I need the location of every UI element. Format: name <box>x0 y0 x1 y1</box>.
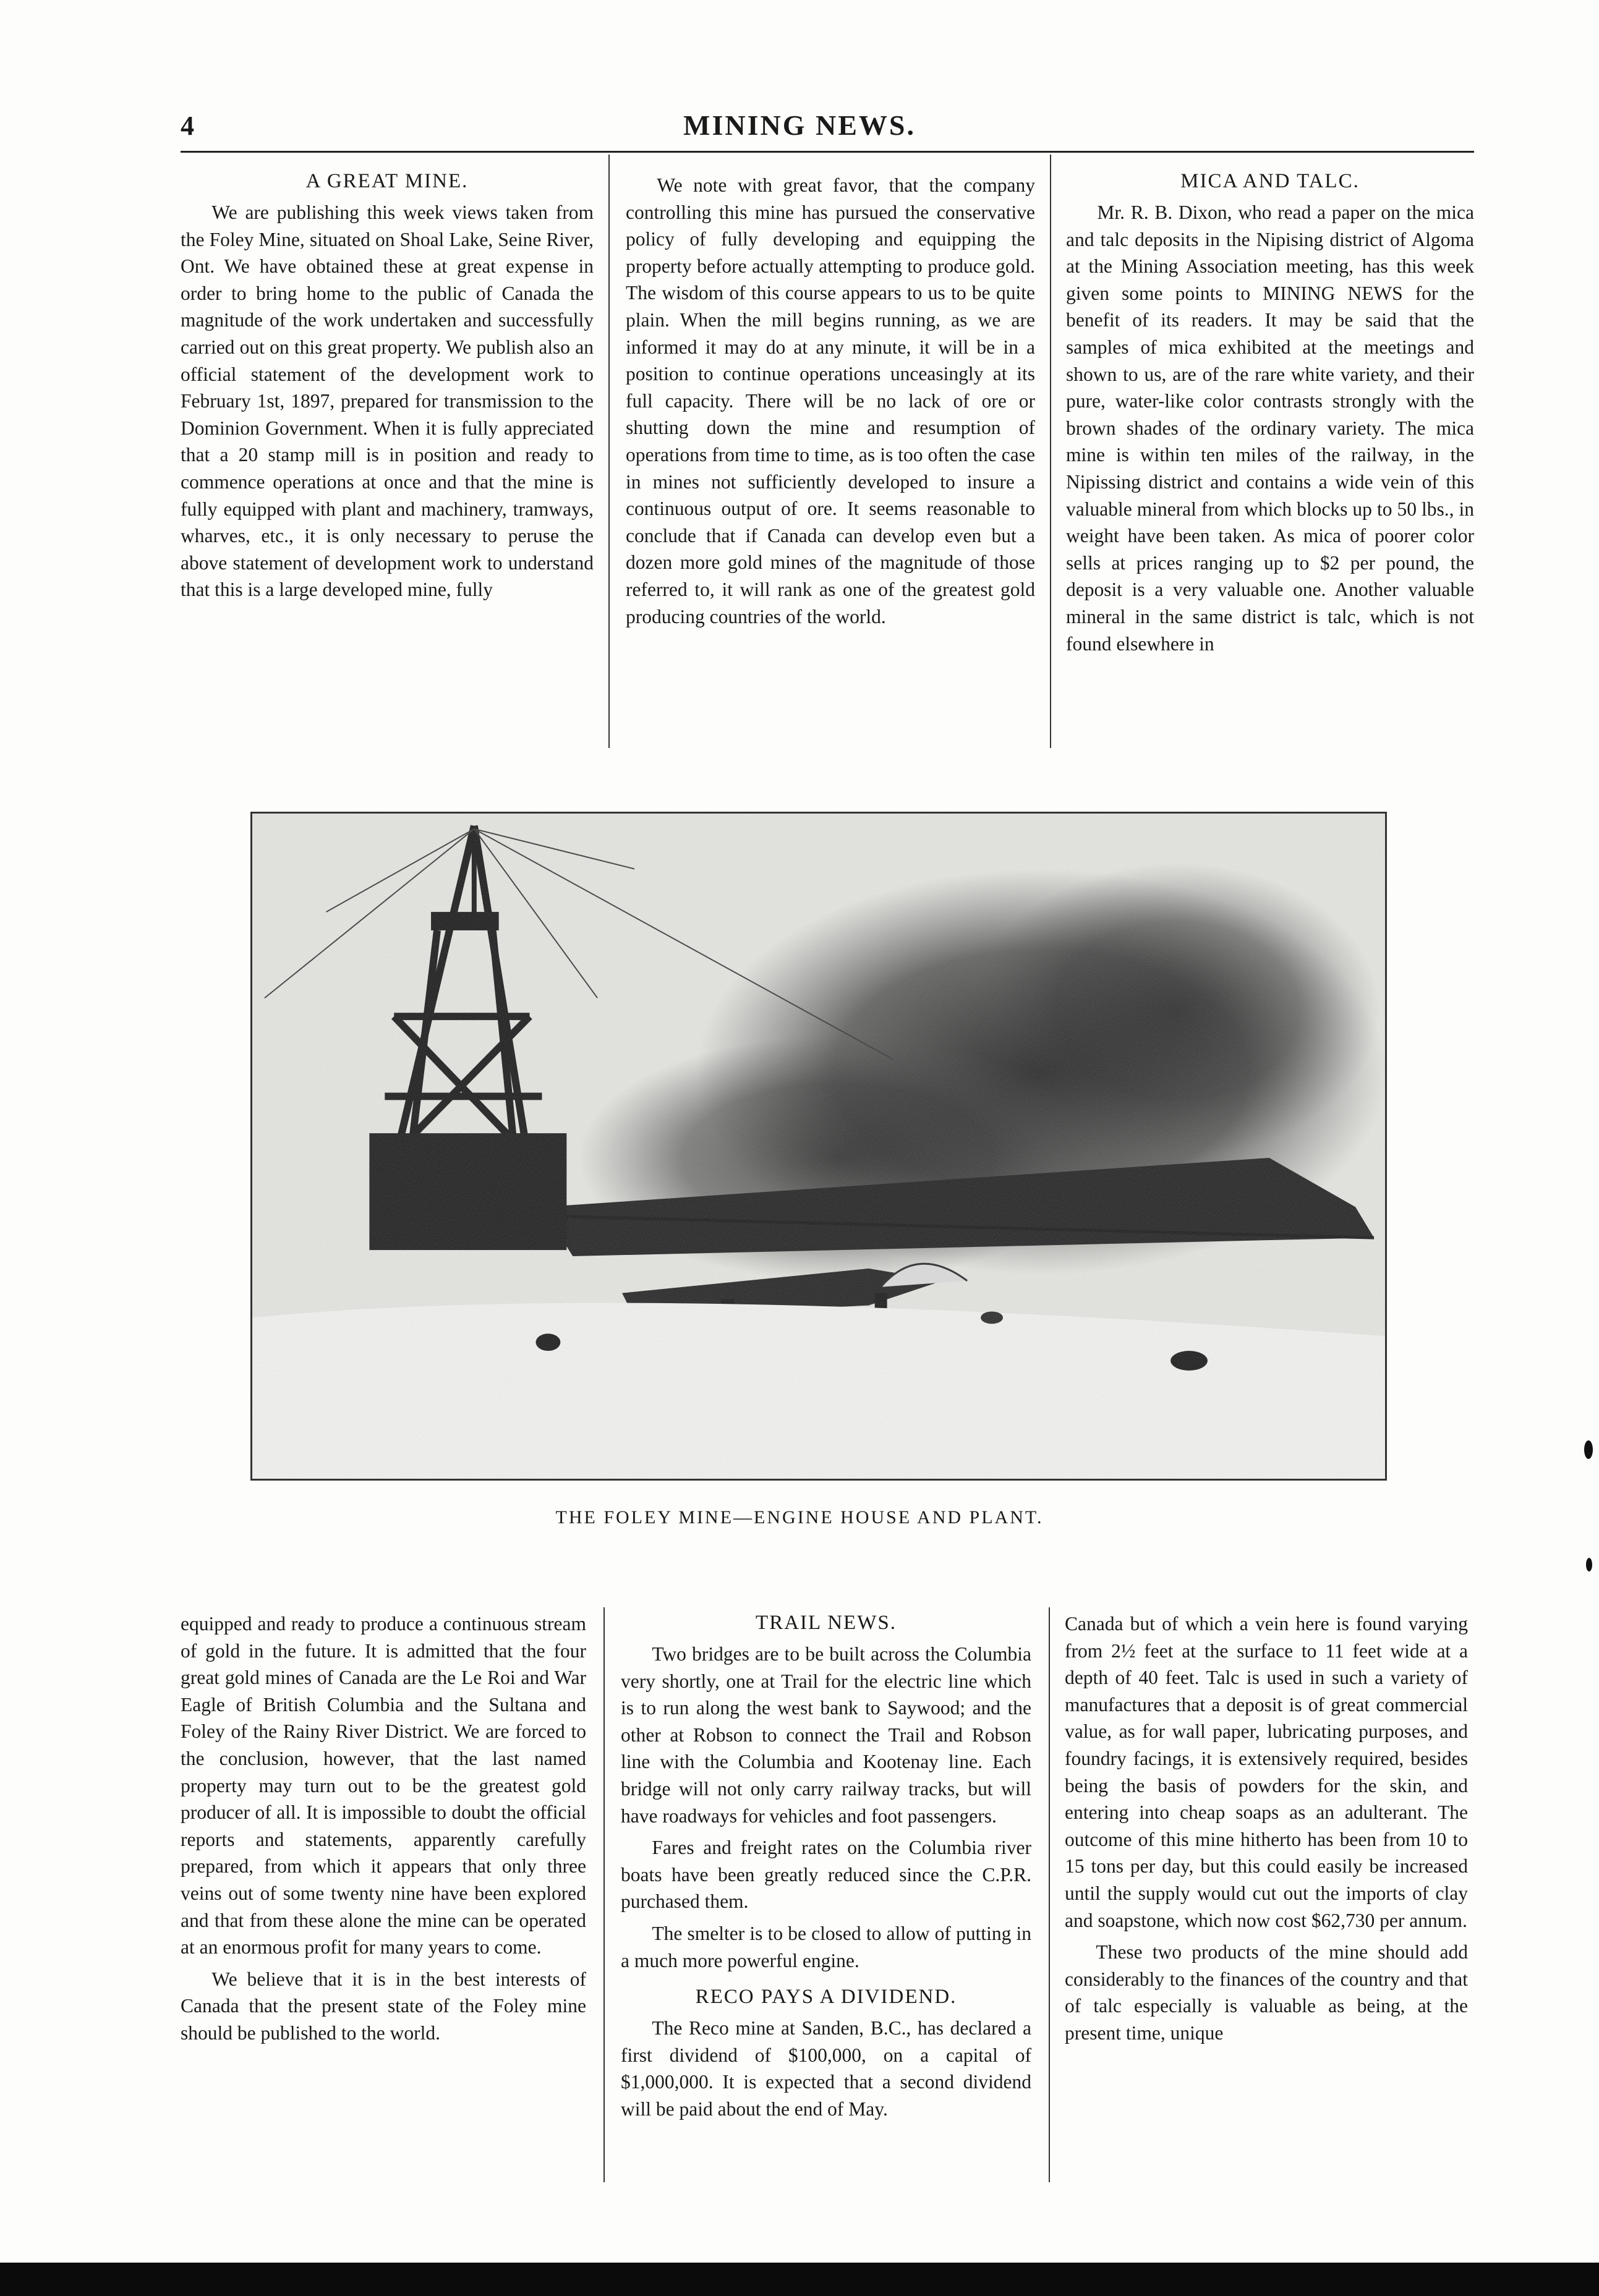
article-mica-and-talc-continued <box>1065 1610 1468 2047</box>
article-paragraph: Canada but of which a vein here is found varying from 2½ feet at the surface to 11 feet wide at a depth of 40 feet. Talc is used in such a variety of manufactures that a deposit is of great commercial value, as for wall paper, lubricating purposes, and foundry facings, it is extensively required, besides being the basis of powders for the skin, and entering into cheap soaps as an adulterant. The outcome of this mine hitherto has been from 10 to 15 tons per day, but this could easily be increased until the supply would cut out the imports of clay and soapstone, which now cost $62,730 per annum. <box>1065 1613 1468 1931</box>
article-paragraph: Mr. R. B. Dixon, who read a paper on the mica and talc deposits in the Nipising district of Algoma at the Mining Association meeting, has this week given some points to MINING NEWS for the benefit of its readers. It may be said that the samples of mica exhibited at the meetings and shown to us, are of the rare white variety, and their pure, water-like color contrasts strongly with the brown shades of the ordinary variety. The mica mine is within ten miles of the railway, in the Nipissing district and contains a wide vein of this valuable mineral from which blocks up to 50 lbs., in weight have been taken. As mica of poorer color sells at prices ranging up to $2 per pound, the deposit is a very valuable one. Another valuable mineral in the same district is talc, which is not found elsewhere in <box>1066 202 1474 655</box>
article-title-reco: RECO PAYS A DIVIDEND. <box>695 1986 957 2009</box>
article-paragraph: Fares and freight rates on the Columbia river boats have been greatly reduced since the C.P.R. purchased them. <box>621 1837 1031 1913</box>
article-paragraph: The smelter is to be closed to allow of putting in a much more powerful engine. <box>621 1922 1031 1971</box>
photo-caption: THE FOLEY MINE—ENGINE HOUSE AND PLANT. <box>555 1507 1044 1528</box>
page-edge-mark <box>1584 1440 1593 1459</box>
article-title: MICA AND TALC. <box>1180 170 1360 192</box>
article-great-mine-continued <box>626 172 1035 630</box>
article-mica-and-talc <box>1066 167 1474 657</box>
article-paragraph: These two products of the mine should add considerably to the finances of the country and that of talc especially is valuable as being, at the present time, unique <box>1065 1941 1468 2044</box>
column-rule <box>1049 1607 1050 2182</box>
column-rule <box>608 155 610 748</box>
foley-mine-photograph <box>250 812 1387 1481</box>
article-title: A GREAT MINE. <box>305 170 469 192</box>
header-rule <box>181 151 1474 153</box>
article-paragraph: We believe that it is in the best interests of Canada that the present state of the Foley mine should be published to the world. <box>181 1968 586 2044</box>
article-paragraph: We are publishing this week views taken from the Foley Mine, situated on Shoal Lake, Seine River, Ont. We have obtained these at great expense in order to bring home to the public of Canada the magnitude of the work undertaken and successfully carried out on this great property. We publish also an official statement of the development work to February 1st, 1897, prepared for transmission to the Dominion Government. When it is fully appreciated that a 20 stamp mill is in position and ready to commence operations at once and that the mine is fully equipped with plant and machinery, tramways, wharves, etc., it is only necessary to peruse the above statement of development work to understand that this is a large developed mine, fully <box>181 202 594 601</box>
article-paragraph: We note with great favor, that the company controlling this mine has pursued the conservative policy of fully developing and equipping the property before actually attempting to produce gold. The wisdom of this course appears to us to be quite plain. When the mill begins running, as we are informed it may do at any minute, it will be in a position to continue operations unceasingly at its full capacity. There will be no lack of ore or shutting down the mine and resumption of operations from time to time, as is too often the case in mines not sufficiently developed to insure a continuous output of ore. It seems reasonable to conclude that if Canada can develop even but a dozen more gold mines of the magnitude of those referred to, it will rank as one of the greatest gold producing countries of the world. <box>626 174 1035 627</box>
page-edge-mark <box>1586 1558 1592 1571</box>
article-paragraph: equipped and ready to produce a continuous stream of gold in the future. It is admitted that the four great gold mines of Canada are the Le Roi and War Eagle of British Columbia and the Sultana and Foley of the Rainy River District. We are forced to the conclusion, however, that the last named property may turn out to be the greatest gold producer of all. It is impossible to doubt the official reports and statements, apparently carefully prepared, from which it appears that only three veins out of some twenty nine have been explored and that from these alone the mine can be operated at an enormous profit for many years to come. <box>181 1613 586 1958</box>
article-title: TRAIL NEWS. <box>756 1612 897 1634</box>
article-paragraph: The Reco mine at Sanden, B.C., has declared a first dividend of $100,000, on a capital of $1,000,000. It is expected that a second dividend will be paid about the end of May. <box>621 2017 1031 2120</box>
article-great-mine <box>181 167 594 603</box>
page-number: 4 <box>181 111 194 141</box>
photo-illustration <box>252 814 1385 1479</box>
article-trail-news <box>621 1609 1031 2123</box>
article-paragraph: Two bridges are to be built across the Columbia very shortly, one at Trail for the electric line which is to run along the west bank to Saywood; and the other at Robson to connect the Trail and Robson line with the Columbia and Kootenay line. Each bridge will not only carry railway tracks, but will have roadways for vehicles and foot passengers. <box>621 1643 1031 1827</box>
column-rule <box>603 1607 605 2182</box>
column-rule <box>1050 155 1051 748</box>
article-great-mine-conclusion <box>181 1610 586 2047</box>
scan-edge-band <box>0 2263 1599 2296</box>
masthead: MINING NEWS. <box>683 109 916 141</box>
